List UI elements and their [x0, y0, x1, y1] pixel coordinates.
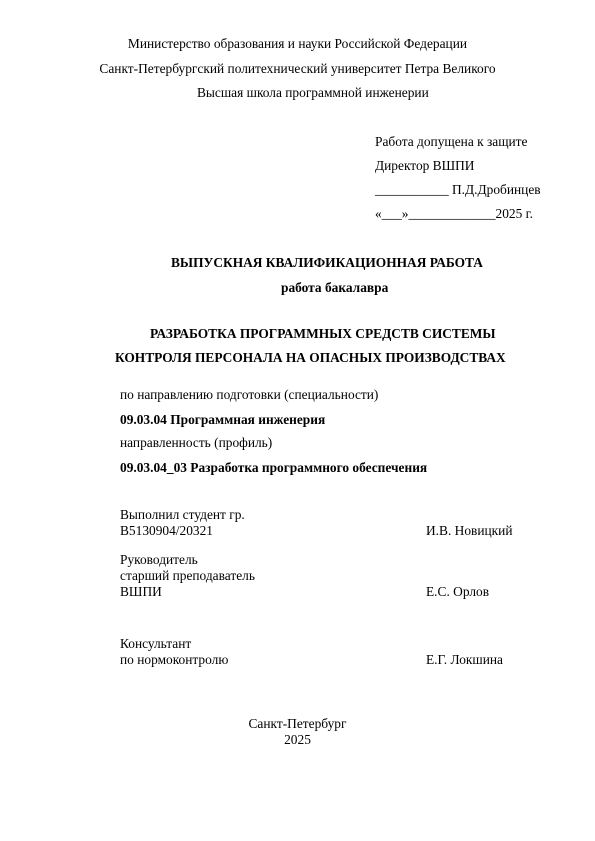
footer-city: Санкт-Петербург: [248, 716, 347, 731]
ministry-line: Министерство образования и науки Российской Федерации: [127, 36, 468, 51]
approval-date-line: «___»_____________2025 г.: [375, 206, 533, 221]
approval-signature-line: ___________ П.Д.Дробинцев: [375, 182, 541, 197]
approval-position: Директор ВШПИ: [375, 158, 475, 173]
topic-line-1: РАЗРАБОТКА ПРОГРАММНЫХ СРЕДСТВ СИСТЕМЫ: [150, 326, 496, 341]
consultant-role-line-1: Консультант: [120, 636, 192, 651]
supervisor-role-line-2: старший преподаватель: [120, 568, 255, 583]
approval-admitted: Работа допущена к защите: [375, 134, 528, 149]
work-type-subtitle: работа бакалавра: [281, 280, 389, 295]
consultant-role-line-2: по нормоконтролю: [120, 652, 229, 667]
school-line: Высшая школа программной инженерии: [197, 85, 429, 100]
consultant-name: Е.Г. Локшина: [426, 652, 503, 667]
footer-year: 2025: [284, 732, 311, 747]
supervisor-name: Е.С. Орлов: [426, 584, 490, 599]
direction-label: по направлению подготовки (специальности): [120, 387, 379, 402]
student-group: В5130904/20321: [120, 523, 213, 538]
topic-line-2: КОНТРОЛЯ ПЕРСОНАЛА НА ОПАСНЫХ ПРОИЗВОДСТВАХ: [115, 350, 506, 365]
direction-value: 09.03.04 Программная инженерия: [120, 412, 326, 427]
consultant-role: [120, 636, 228, 668]
student-name: И.В. Новицкий: [426, 523, 513, 538]
student-role: [120, 507, 245, 539]
supervisor-role: [120, 552, 255, 600]
student-role-line-1: Выполнил студент гр.: [120, 507, 245, 522]
profile-label: направленность (профиль): [120, 435, 273, 450]
profile-value: 09.03.04_03 Разработка программного обеспечения: [120, 460, 428, 475]
supervisor-role-line-1: Руководитель: [120, 552, 198, 567]
supervisor-role-line-3: ВШПИ: [120, 584, 162, 599]
work-type-title: ВЫПУСКНАЯ КВАЛИФИКАЦИОННАЯ РАБОТА: [171, 255, 483, 270]
university-line: Санкт-Петербургский политехнический университет Петра Великого: [99, 61, 496, 76]
